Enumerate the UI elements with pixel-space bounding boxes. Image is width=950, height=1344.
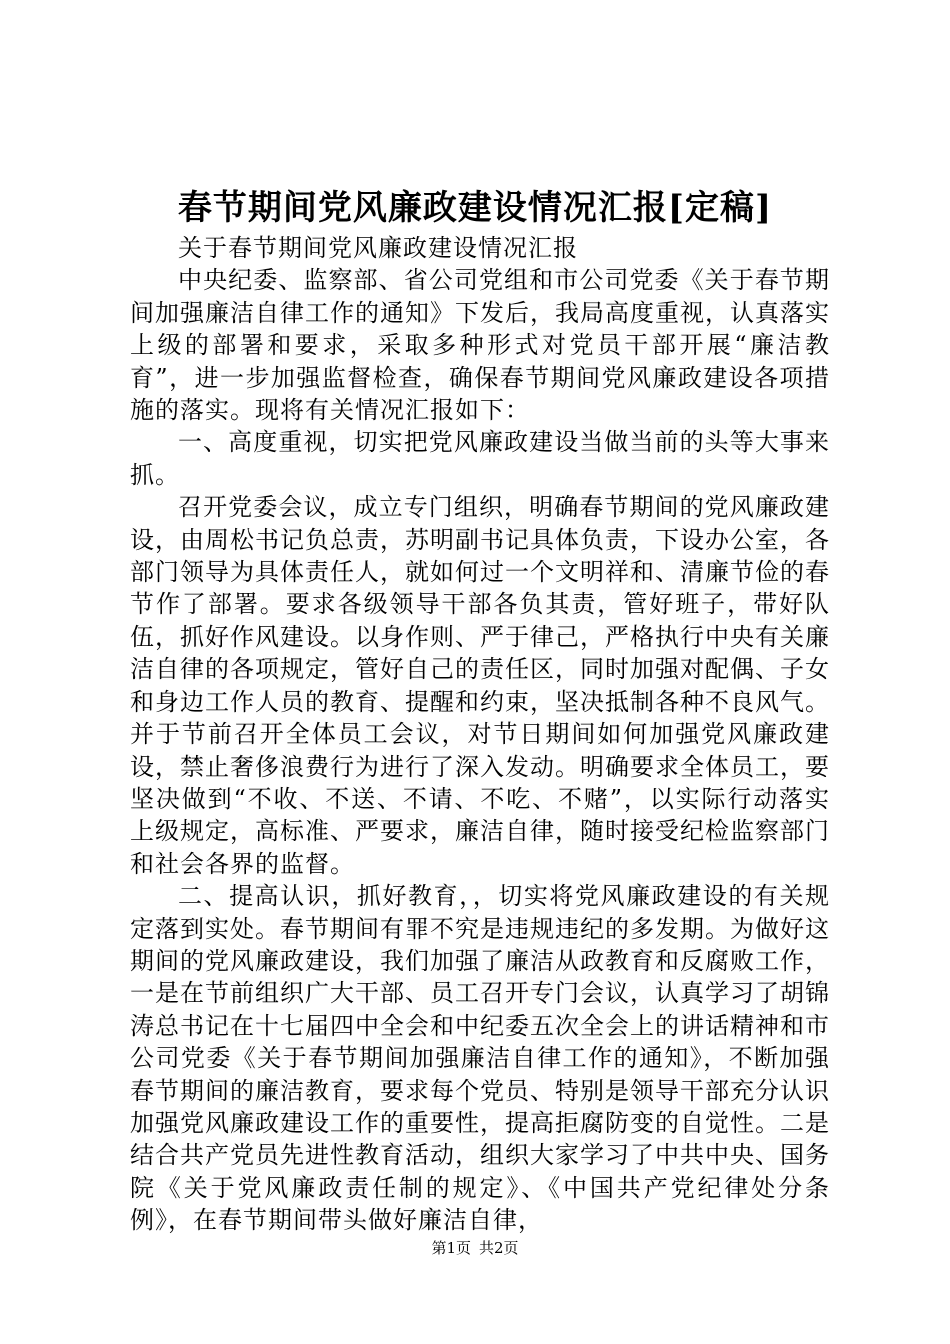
page-total: 共2页 bbox=[479, 1239, 519, 1257]
document-body bbox=[130, 232, 830, 1237]
page-footer bbox=[0, 1238, 950, 1258]
paragraph-section-one-heading: 一、高度重视，切实把党风廉政建设当做当前的头等大事来抓。 bbox=[130, 428, 830, 489]
paragraph-section-one-body: 召开党委会议，成立专门组织，明确春节期间的党风廉政建设，由周松书记负总责，苏明副书记具体负责，下设办公室，各部门领导为具体责任人，就如何过一个文明祥和、清廉节俭的春节作了部署。要求各级领导干部各负其责，管好班子，带好队伍，抓好作风建设。以身作则、严于律己，严格执行中央有关廉洁自律的各项规定，管好自己的责任区，同时加强对配偶、子女和身边工作人员的教育、提醒和约束，坚决抵制各种不良风气。并于节前召开全体员工会议，对节日期间如何加强党风廉政建设，禁止奢侈浪费行为进行了深入发动。明确要求全体员工，要坚决做到“不收、不送、不请、不吃、不赌”，以实际行动落实上级规定，高标准、严要求，廉洁自律，随时接受纪检监察部门和社会各界的监督。 bbox=[130, 493, 830, 878]
paragraph-intro: 中央纪委、监察部、省公司党组和市公司党委《关于春节期间加强廉洁自律工作的通知》下发后，我局高度重视，认真落实上级的部署和要求，采取多种形式对党员干部开展“廉洁教育”，进一步加强监督检查，确保春节期间党风廉政建设各项措施的落实。现将有关情况汇报如下： bbox=[130, 266, 830, 425]
page-number: 第1页 bbox=[431, 1239, 471, 1257]
paragraph-subtitle: 关于春节期间党风廉政建设情况汇报 bbox=[178, 234, 578, 262]
paragraph-section-two: 二、提高认识，抓好教育，，切实将党风廉政建设的有关规定落到实处。春节期间有罪不究是违规违纪的多发期。为做好这期间的党风廉政建设，我们加强了廉洁从政教育和反腐败工作，一是在节前组织广大干部、员工召开专门会议，认真学习了胡锦涛总书记在十七届四中全会和中纪委五次全会上的讲话精神和市公司党委《关于春节期间加强廉洁自律工作的通知》，不断加强春节期间的廉洁教育，要求每个党员、特别是领导干部充分认识加强党风廉政建设工作的重要性，提高拒腐防变的自觉性。二是结合共产党员先进性教育活动，组织大家学习了中共中央、国务院《关于党风廉政责任制的规定》、《中国共产党纪律处分条例》，在春节期间带头做好廉洁自律， bbox=[130, 882, 830, 1235]
document-title: 春节期间党风廉政建设情况汇报[定稿] bbox=[177, 188, 773, 228]
